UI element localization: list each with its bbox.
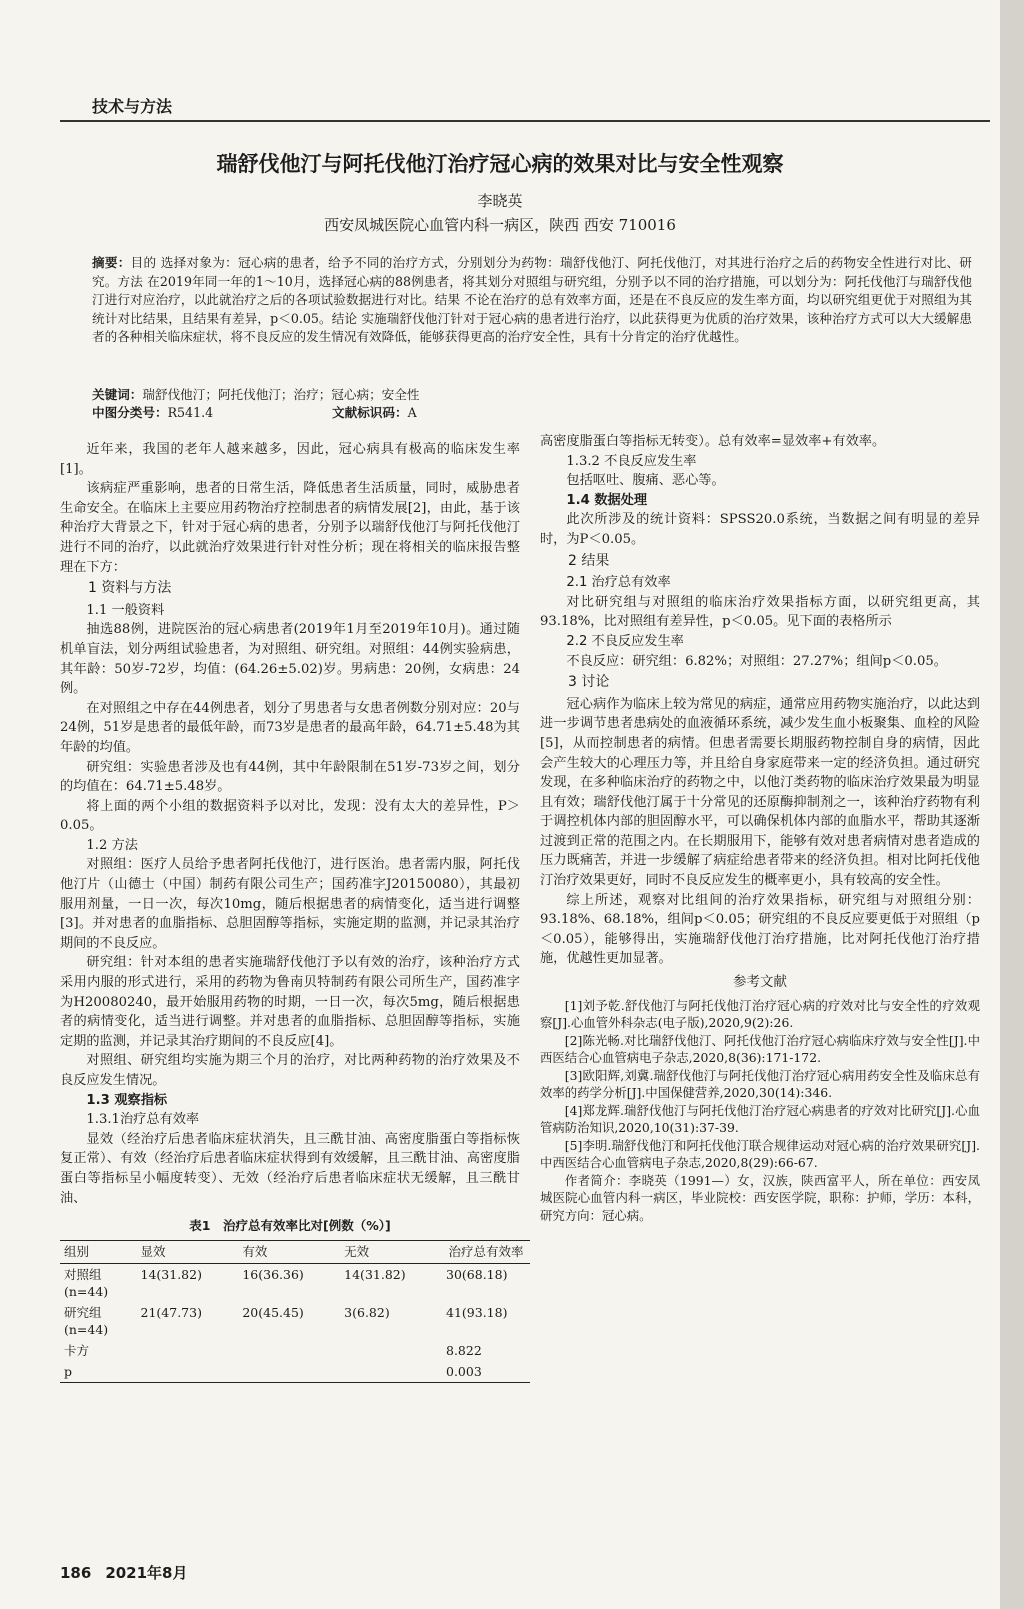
- header-rule: [60, 120, 990, 122]
- table-row: [60, 1361, 530, 1383]
- heading-indicators: 1.3 观察指标: [86, 1092, 168, 1108]
- heading-methods: 1 资料与方法: [88, 580, 172, 597]
- reference-item: [1]刘予乾.舒伐他汀与阿托伐他汀治疗冠心病的疗效对比与安全性的疗效观察[J].心血管外科杂志(电子版),2020,9(2):26.: [540, 997, 980, 1031]
- keywords-text: 瑞舒伐他汀；阿托伐他汀；治疗；冠心病；安全性: [142, 387, 420, 402]
- group-name: 研究组: [64, 1304, 102, 1320]
- keywords: [92, 384, 419, 403]
- paragraph: 近年来，我国的老年人越来越多，因此，冠心病具有极高的临床发生率[1]。: [60, 442, 520, 477]
- paragraph: 该病症严重影响，患者的日常生活，降低患者生活质量，同时，威胁患者生命安全。在临床上主要应用药物治疗控制患者的病情发展[2]，由此，基于该种治疗大背景之下，针对于冠心病的患者，分别予以瑞舒伐他汀与阿托伐他汀进行不同的治疗，以此就治疗效果进行针对性分析；现在将相关的临床报告整理在下方：: [60, 481, 520, 575]
- doc-code-label: 文献标识码：: [332, 405, 408, 420]
- section-header: 技术与方法: [92, 97, 173, 116]
- table-header: 无效: [340, 1240, 442, 1263]
- table-cell: 30(68.18): [446, 1266, 508, 1282]
- table-header: 有效: [238, 1240, 340, 1263]
- paragraph: 包括呕吐、腹痛、恶心等。: [566, 473, 725, 489]
- author-bio: 作者简介：李晓英（1991—）女，汉族，陕西富平人，所在单位：西安凤城医院心血管内科一病区，毕业院校：西安医学院，职称：护师，学历：本科，研究方向：冠心病。: [540, 1172, 980, 1223]
- references-heading: 参考文献: [733, 974, 787, 991]
- table-cell: [238, 1361, 340, 1383]
- heading-discussion: 3 讨论: [568, 674, 610, 691]
- heading-method: 1.2 方法: [86, 837, 138, 853]
- paragraph: 在对照组之中存在44例患者，划分了男患者与女患者例数分别对应：20与24例，51岁是患者的最低年龄，而73岁是患者的最高年龄，64.71±5.48为其年龄的均值。: [60, 700, 520, 755]
- table-row: [60, 1340, 530, 1361]
- table-header: 治疗总有效率: [442, 1240, 530, 1263]
- page-edge-shadow: [1000, 0, 1024, 1609]
- paragraph: 显效（经治疗后患者临床症状消失，且三酰甘油、高密度脂蛋白等指标恢复正常）、有效（经治疗后患者临床症状得到有效缓解，且三酰甘油、高密度脂蛋白等指标呈小幅度转变）、无效（经治疗后患者临床症状无缓解，且三酰甘油、: [60, 1131, 520, 1206]
- author-affiliation: 西安凤城医院心血管内科一病区，陕西 西安 710016: [324, 216, 676, 234]
- author-name: 李晓英: [477, 192, 523, 210]
- table-cell: [60, 1302, 137, 1340]
- page-number: 186: [60, 1564, 92, 1582]
- right-column: [540, 432, 980, 1224]
- table-header: 显效: [137, 1240, 239, 1263]
- table-cell: p: [60, 1361, 137, 1383]
- paragraph: 此次所涉及的统计资料：SPSS20.0系统，当数据之间有明显的差异时，为P＜0.05。: [540, 512, 980, 547]
- clc-value: R541.4: [167, 405, 214, 420]
- table-cell: 14(31.82): [344, 1266, 406, 1282]
- keywords-label: 关键词：: [92, 387, 143, 402]
- table-row: [60, 1263, 530, 1302]
- heading-results: 2 结果: [568, 552, 610, 569]
- table-header-row: [60, 1240, 530, 1263]
- page-footer: [60, 1562, 202, 1583]
- group-size: (n=44): [64, 1283, 109, 1299]
- table-cell: 21(47.73): [140, 1304, 202, 1320]
- table-cell: 卡方: [64, 1342, 90, 1358]
- reference-item: [5]李明.瑞舒伐他汀和阿托伐他汀联合规律运动对冠心病的治疗效果研究[J].中西医结合心血管病电子杂志,2020,8(29):66-67.: [540, 1137, 980, 1171]
- abstract-label: 摘要：: [92, 255, 131, 270]
- group-size: (n=44): [64, 1321, 109, 1337]
- reference-item: [3]欧阳辉,刘冀.瑞舒伐他汀与阿托伐他汀治疗冠心病用药安全性及临床总有效率的药学分析[J].中国保健营养,2020,30(14):346.: [540, 1067, 980, 1101]
- article-title: 瑞舒伐他汀与阿托伐他汀治疗冠心病的效果对比与安全性观察: [216, 152, 784, 176]
- left-column: [60, 440, 524, 1383]
- efficacy-table: [60, 1240, 530, 1383]
- table-cell: [60, 1263, 137, 1302]
- table-cell: [340, 1361, 442, 1383]
- heading-general: 1.1 一般资料: [86, 602, 165, 618]
- paragraph: 冠心病作为临床上较为常见的病症，通常应用药物实施治疗，以此达到进一步调节患者患病处的血液循环系统，减少发生血小板聚集、血栓的风险[5]，从而控制患者的病情。但患者需要长期服药物控制自身的病情，因此会产生较大的心理压力等，并且给自身家庭带来一定的经济负担。通过研究发现，在多种临床治疗的药物之中，以他汀类药物的临床治疗效果最为明显且有效；瑞舒伐他汀属于十分常见的还原酶抑制剂之一，该种治疗药物有利于调控机体内部的胆固醇水平，可以确保机体内部的血脂水平，帮助其逐渐过渡到正常的范围之内。在长期服用下，能够有效对患者病情对患者造成的压力既痛苦，并进一步缓解了病症给患者带来的经济负担。相对比阿托伐他汀治疗效果更好，同时不良反应发生的概率更小，具有较高的安全性。: [540, 696, 980, 889]
- heading-result-efficacy: 2.1 治疗总有效率: [566, 575, 671, 591]
- paragraph: 综上所述，观察对比组间的治疗效果指标，研究组与对照组分别：93.18%、68.18%，组间p＜0.05；研究组的不良反应要更低于对照组（p＜0.05），能够得出，实施瑞舒伐他汀治疗措施，比对阿托伐他汀治疗措施，优越性更加显著。: [540, 892, 980, 967]
- table-row: [60, 1302, 530, 1340]
- paragraph: 对照组、研究组均实施为期三个月的治疗，对比两种药物的治疗效果及不良反应发生情况。: [60, 1053, 520, 1088]
- table-cell: 20(45.45): [242, 1304, 304, 1320]
- abstract-text: 目的 选择对象为：冠心病的患者，给予不同的治疗方式，分别划分为药物：瑞舒伐他汀、阿托伐他汀，对其进行治疗之后的药物安全性进行对比、研究。方法 在2019年同一年的1～10月，选择冠心病的88例患者，将其划分对照组与研究组，分别予以不同的治疗措施，可以划分为：阿托伐他汀与瑞舒伐他汀进行对应治疗，以此就治疗之后的各项试验数据进行对比。结果 不论在治疗的总有效率方面，还是在不良反应的发生率方面，均以研究组更优于对照组为其统计对比结果，且结果有差异，p＜0.05。结论 实施瑞舒伐他汀针对于冠心病的患者进行治疗，以此获得更为优质的治疗效果，该种治疗方式可以大大缓解患者的各种相关临床症状，将不良反应的发生情况有效降低，能够获得更高的治疗安全性，具有十分肯定的治疗优越性。: [92, 255, 972, 344]
- table-cell: 0.003: [442, 1361, 530, 1383]
- paragraph: 将上面的两个小组的数据资料予以对比，发现：没有太大的差异性，P＞0.05。: [60, 798, 520, 834]
- heading-efficacy: 1.3.1治疗总有效率: [86, 1112, 200, 1128]
- table-cell: [137, 1361, 239, 1383]
- paragraph: 对照组：医疗人员给予患者阿托伐他汀，进行医治。患者需内服，阿托伐他汀片（山德士（中国）制药有限公司生产；国药准字J20150080），其最初服用剂量，一日一次，每次10mg，随后根据患者的病情变化，适当进行调整[3]。并对患者的血脂指标、总胆固醇等指标，实施定期的监测，并记录其治疗期间的不良反应。: [60, 857, 520, 951]
- doc-code-value: A: [407, 405, 417, 420]
- table-cell: [340, 1340, 442, 1361]
- table-header: 组别: [60, 1240, 137, 1263]
- classification: [92, 402, 592, 421]
- paragraph: 抽选88例，进院医治的冠心病患者(2019年1月至2019年10月)。通过随机单盲法，划分两组试验患者，为对照组、研究组。对照组：44例实验病患，其年龄：50岁-72岁，均值：(64.26±5.02)岁。男病患：20例，女病患：24例。: [60, 622, 520, 697]
- issue-date: 2021年8月: [105, 1564, 188, 1582]
- heading-adverse: 1.3.2 不良反应发生率: [566, 453, 697, 469]
- table-cell: 16(36.36): [242, 1266, 304, 1282]
- table-cell: 14(31.82): [140, 1266, 202, 1282]
- paragraph: 研究组：实验患者涉及也有44例，其中年龄限制在51岁-73岁之间，划分的均值在：64.71±5.48岁。: [60, 759, 520, 795]
- abstract: [92, 254, 972, 347]
- heading-result-adverse: 2.2 不良反应发生率: [566, 633, 684, 649]
- paragraph: 不良反应：研究组：6.82%；对照组：27.27%；组间p＜0.05。: [566, 653, 947, 669]
- table-cell: 41(93.18): [446, 1304, 508, 1320]
- group-name: 对照组: [64, 1266, 102, 1282]
- reference-item: [2]陈光畅.对比瑞舒伐他汀、阿托伐他汀治疗冠心病临床疗效与安全性[J].中西医结合心血管病电子杂志,2020,8(36):171-172.: [540, 1032, 980, 1066]
- heading-data: 1.4 数据处理: [566, 492, 648, 508]
- reference-item: [4]郑龙辉.瑞舒伐他汀与阿托伐他汀治疗冠心病患者的疗效对比研究[J].心血管病防治知识,2020,10(31):37-39.: [540, 1102, 980, 1136]
- table-caption: 表1 治疗总有效率比对[例数（%）]: [189, 1218, 391, 1234]
- table-cell: [238, 1340, 340, 1361]
- paragraph: 对比研究组与对照组的临床治疗效果指标方面，以研究组更高，其93.18%，比对照组有差异性，p＜0.05。见下面的表格所示: [540, 594, 980, 630]
- clc-label: 中图分类号：: [92, 405, 168, 420]
- table-cell: [137, 1340, 239, 1361]
- paragraph: 高密度脂蛋白等指标无转变）。总有效率=显效率+有效率。: [540, 434, 886, 449]
- paragraph: 研究组：针对本组的患者实施瑞舒伐他汀予以有效的治疗，该种治疗方式采用内服的形式进行，采用的药物为鲁南贝特制药有限公司所生产，国药准字为H20080240，最开始服用药物的时期，一日一次，每次5mg，随后根据患者的病情变化，适当进行调整。并对患者的血脂指标、总胆固醇等指标，实施定期的监测，并记录其治疗期间的不良反应[4]。: [60, 955, 520, 1049]
- table-cell: 8.822: [446, 1342, 482, 1358]
- table-cell: 3(6.82): [344, 1304, 390, 1320]
